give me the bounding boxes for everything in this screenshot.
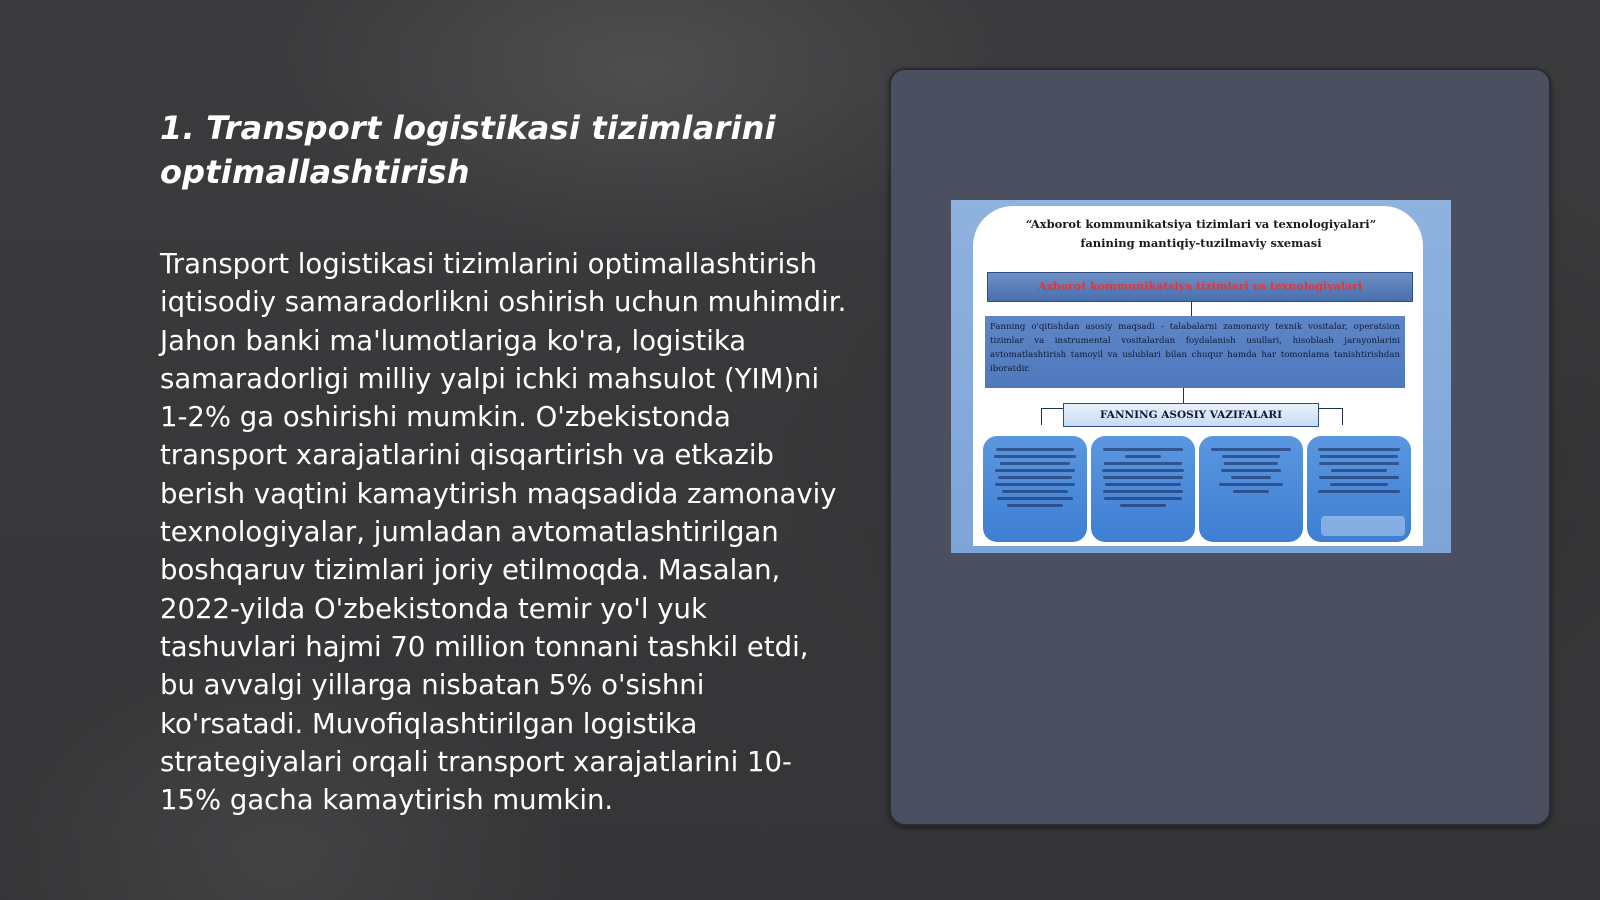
schema-goal-text: Fanning o'qitishdan asosiy maqsadi - talabalarni zamonaviy texnik vositalar, operatsion tizimlar va instrumental vositalardan foydalanish usullari, hisoblash jarayonlarini avtomatlashtirish tamoyil va uslublari bilan chuqur hamda har tomonlama tanishtirishdan iboratdir.: [985, 316, 1405, 388]
slide-body-text: Transport logistikasi tizimlarini optimallashtirish iqtisodiy samaradorlikni oshirish uchun muhimdir. Jahon banki ma'lumotlariga ko'ra, logistika samaradorligi milliy yalpi ichki mahsulot (YIM)ni 1-2% ga oshirishi mumkin. O'zbekistonda transport xarajatlarini qisqartirish va etkazib berish vaqtini kamaytirish maqsadida zamonaviy texnologiyalar, jumladan avtomatlashtirilgan boshqaruv tizimlari joriy etilmoqda. Masalan, 2022-yilda O'zbekistonda temir yo'l yuk tashuvlari hajmi 70 million tonnani tashkil etdi, bu avvalgi yillarga nisbatan 5% o'sishni ko'rsatadi. Muvofiqlashtirilgan logistika strategiyalari orqali transport xarajatlarini 10-15% gacha kamaytirish mumkin.: [160, 248, 847, 817]
image-panel: [889, 68, 1551, 826]
schema-connector: [1183, 388, 1184, 403]
schema-heading: [1001, 215, 1401, 253]
schema-heading-line1: “Axborot kommunikatsiya tizimlari va texnologiyalari”: [1025, 217, 1377, 231]
schema-task-box: [983, 436, 1087, 542]
schema-task-box: [1199, 436, 1303, 542]
schema-image: [951, 200, 1451, 553]
schema-banner: Axborot kommunikatsiya tizimlari va texnologiyalari: [987, 272, 1413, 302]
schema-connector: [1191, 302, 1192, 316]
watermark: [1321, 516, 1405, 536]
schema-task-box: [1307, 436, 1411, 542]
slide-title: 1. Transport logistikasi tizimlarini optimallashtirish: [160, 109, 776, 191]
schema-tasks-label: FANNING ASOSIY VAZIFALARI: [1063, 403, 1319, 427]
schema-task-box: [1091, 436, 1195, 542]
schema-heading-line2: fanining mantiqiy-tuzilmaviy sxemasi: [1080, 236, 1322, 250]
